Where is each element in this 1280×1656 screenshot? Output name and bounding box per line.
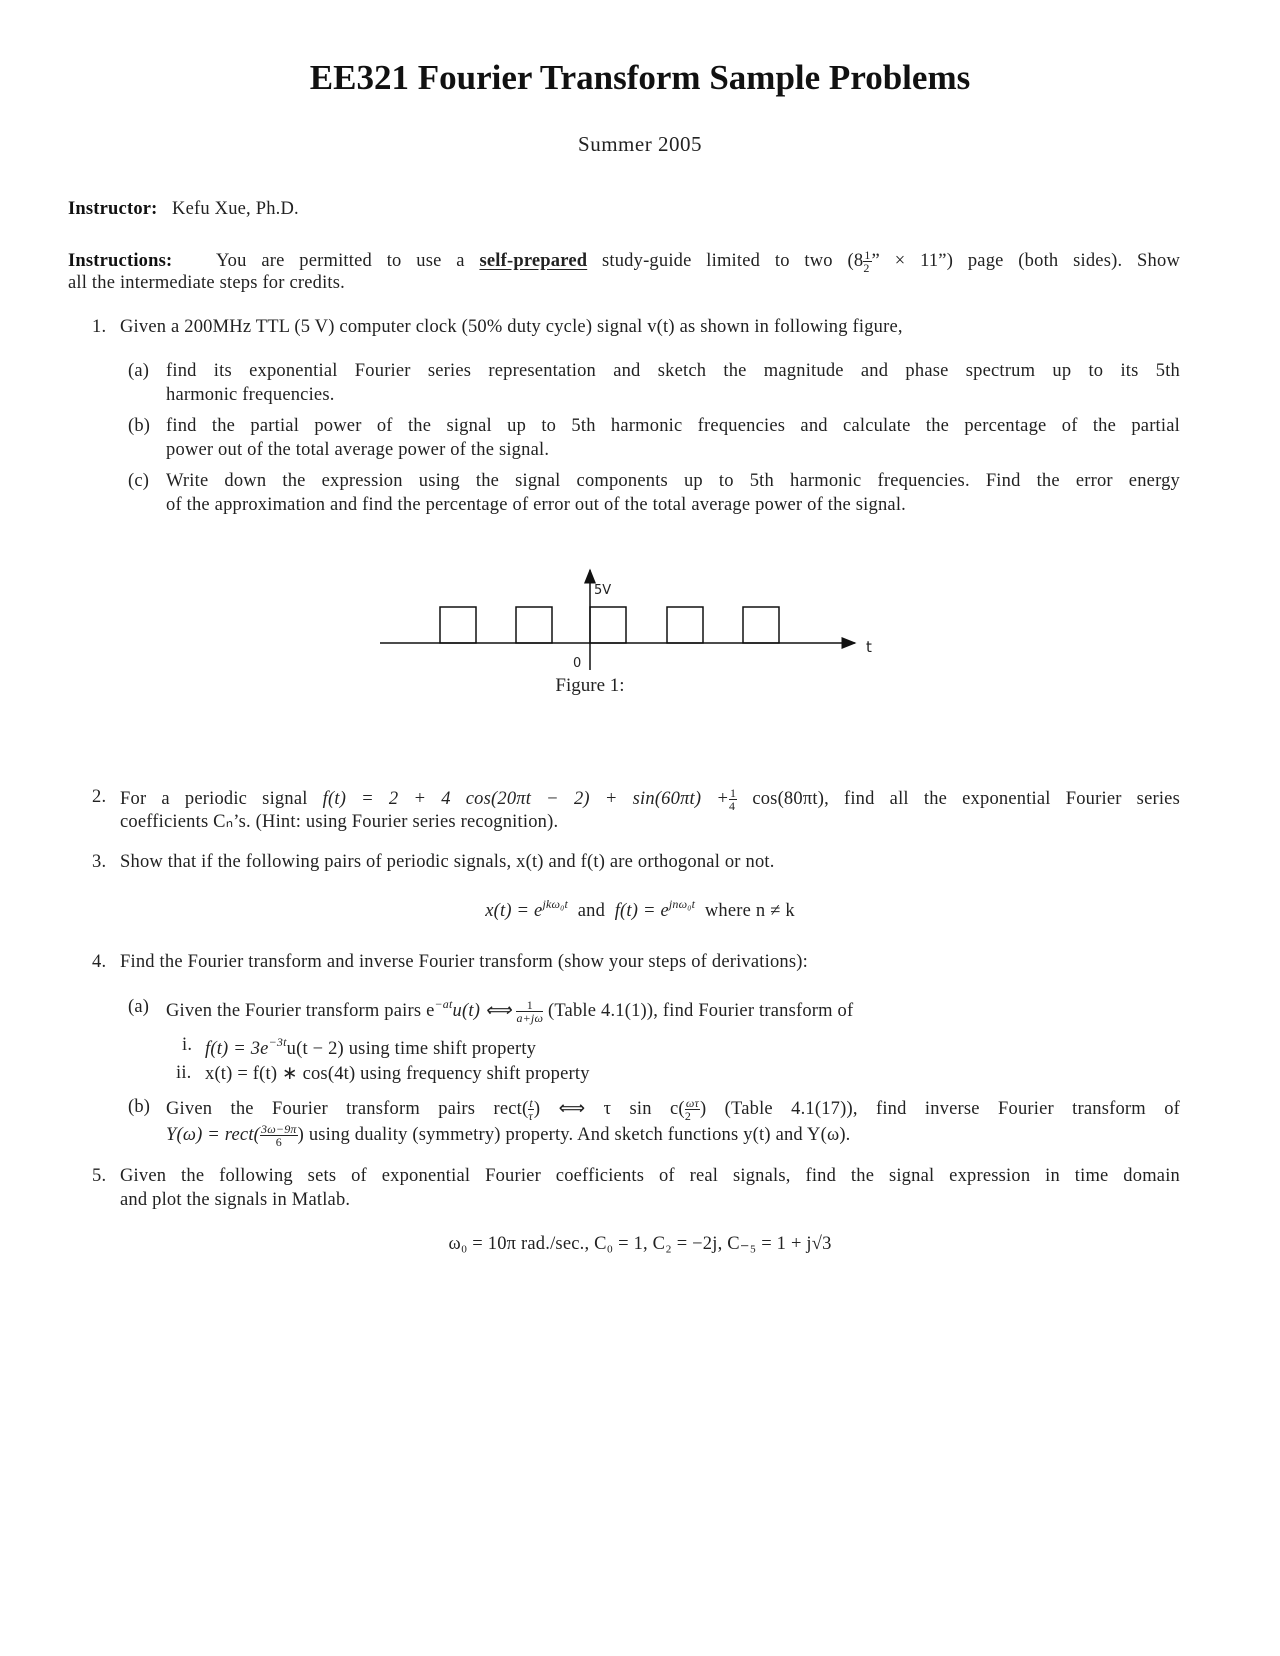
problem-4a-text: Given the Fourier transform pairs $e^{-at}u(t)$ ⟺ $\frac{1}{a+j\omega}$ (Table 4.1(1)), find Fourier transform of — [166, 997, 854, 1026]
problem-1a-line-1: find its exponential Fourier series representation and sketch the magnitude and phase spectrum up to its 5th — [166, 361, 1180, 381]
problem-2-line-2: coefficients Cₙ’s. (Hint: using Fourier series recognition). — [120, 812, 559, 832]
clock-pulse — [743, 607, 779, 643]
clock-pulse — [516, 607, 552, 643]
problem-4a-ii-label: ii. — [176, 1063, 192, 1083]
time-axis-label: t — [866, 638, 872, 656]
problem-1b-line-2: power out of the total average power of the signal. — [166, 440, 550, 460]
clock-pulse — [667, 607, 703, 643]
instructions-text-a: You are permitted to use a — [215, 250, 465, 271]
problem-5-line-2: and plot the signals in Matlab. — [120, 1190, 351, 1210]
instructions-label: Instructions: — [68, 250, 173, 271]
problem-2-line-1: For a periodic signal f(t) = 2 + 4 cos(20πt − 2) + sin(60πt) + $\frac{1}{4}$ cos(80πt), find all the exponential Fourier series — [120, 786, 1180, 813]
problem-4-text: Find the Fourier transform and inverse Fourier transform (show your steps of derivations): — [120, 952, 808, 972]
instructions-fraction: $\frac{1}{2}$ — [863, 248, 871, 275]
problem-3-number: 3. — [92, 852, 107, 872]
document-title: EE321 Fourier Transform Sample Problems — [309, 58, 971, 97]
sinc-fraction: $\frac{\omega\tau}{2}$ — [684, 1096, 699, 1123]
quarter-fraction: $\frac{1}{4}$ — [729, 786, 737, 813]
problem-4b-line-1: Given the Fourier transform pairs rect( $\frac{t}{\tau}$ ) ⟺ τ sin c( $\frac{\omega\tau}{2}$ ) (Table 4.1(17)), find inverse Fourier transform of — [166, 1096, 1181, 1123]
problem-5-line-1: Given the following sets of exponential Fourier coefficients of real signals, find the signal expression in time domain — [120, 1166, 1180, 1186]
problem-4a-ii-text: x(t) = f(t) ∗ cos(4t) using frequency shift property — [205, 1064, 590, 1084]
problem-1-number: 1. — [92, 317, 107, 337]
problem-1-text: Given a 200MHz TTL (5 V) computer clock (50% duty cycle) signal v(t) as shown in following figure, — [120, 317, 903, 337]
problem-1b-line-1: find the partial power of the signal up to 5th harmonic frequencies and calculate the percentage of the partial — [166, 416, 1180, 436]
problem-3-equation: $x(t) = e^{jk\omega_0t}$ and $f(t) = e^{jn\omega_0t}$ where n ≠ k — [485, 897, 795, 921]
problem-3-text: Show that if the following pairs of periodic signals, x(t) and f(t) are orthogonal or not. — [120, 852, 775, 872]
problem-1c-line-1: Write down the expression using the signal components up to 5th harmonic frequencies. Find the error energy — [166, 471, 1180, 491]
problem-4b-line-2: Y(ω) = rect( $\frac{3\omega-9\pi}{6}$ ) using duality (symmetry) property. And sketch functions y(t) and Y(ω). — [166, 1122, 851, 1149]
problem-1a-line-2: harmonic frequencies. — [166, 385, 335, 405]
problem-4a-i-text: $f(t) = 3e^{-3t}u(t - 2)$ using time shift property — [205, 1035, 537, 1059]
problem-1a-label: (a) — [128, 361, 150, 381]
figure-caption: Figure 1: — [555, 675, 625, 696]
rect-fraction: $\frac{t}{\tau}$ — [528, 1096, 533, 1123]
amplitude-label: 5V — [594, 583, 612, 598]
transform-fraction: $\frac{1}{a+j\omega}$ — [516, 998, 544, 1026]
clock-signal-figure — [0, 0, 1280, 720]
problem-1b-label: (b) — [128, 416, 151, 436]
instructor-label: Instructor: — [68, 199, 158, 219]
problem-4b-label: (b) — [128, 1097, 151, 1117]
problem-1c-label: (c) — [128, 471, 150, 491]
instructions-line-2: all the intermediate steps for credits. — [68, 273, 345, 293]
problem-5-number: 5. — [92, 1166, 107, 1186]
duality-fraction: $\frac{3\omega-9\pi}{6}$ — [261, 1122, 297, 1149]
document-subtitle: Summer 2005 — [578, 132, 702, 156]
problem-4-number: 4. — [92, 952, 107, 972]
clock-pulse — [440, 607, 476, 643]
instructions-text-b: study-guide limited to two (8 — [601, 250, 864, 271]
origin-label: 0 — [573, 656, 582, 671]
problem-5-equation: ω₀ = 10π rad./sec., C₀ = 1, C₂ = −2j, C₋₅ = 1 + j√3 — [448, 1234, 832, 1254]
problem-4a-label: (a) — [128, 997, 150, 1017]
self-prepared-emphasis: self-prepared — [479, 250, 588, 271]
problem-4a-i-label: i. — [182, 1035, 193, 1055]
problem-2-number: 2. — [92, 787, 107, 807]
instructions-text-c: ” × 11”) page (both sides). Show — [871, 250, 1181, 271]
clock-pulse — [590, 607, 626, 643]
problem-2-expression: f(t) = 2 + 4 cos(20πt − 2) + sin(60πt) + — [322, 788, 730, 809]
instructor-name: Kefu Xue, Ph.D. — [172, 199, 299, 219]
problem-1c-line-2: of the approximation and find the percentage of error out of the total average power of the signal. — [166, 495, 906, 515]
